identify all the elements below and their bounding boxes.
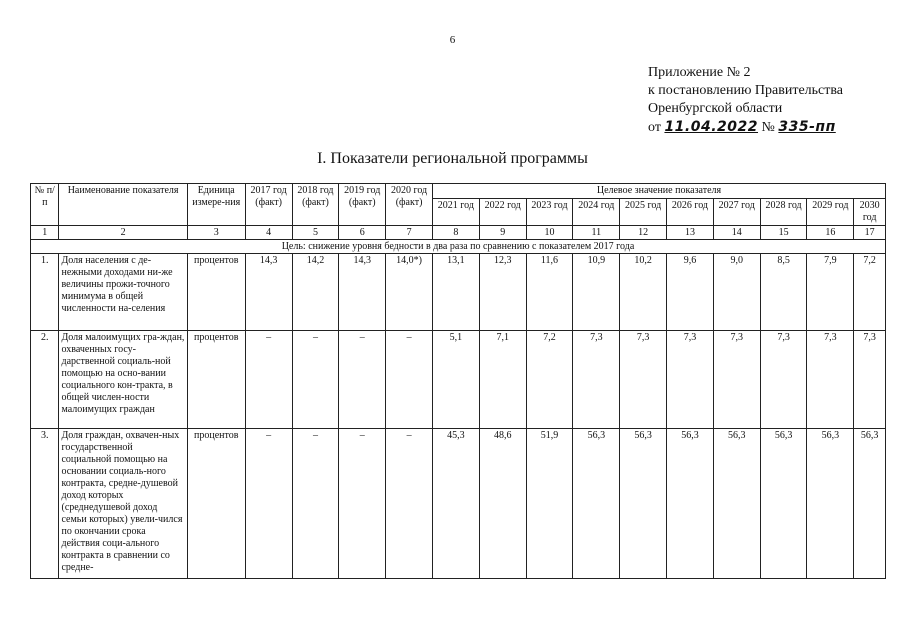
column-number: 14 (713, 226, 760, 240)
header-num: № п/п (31, 184, 59, 226)
header-2018: 2018 год (факт) (292, 184, 339, 226)
appendix-line-2: к постановлению Правительства (648, 83, 844, 98)
row-num: 2. (31, 331, 59, 429)
column-number: 10 (526, 226, 573, 240)
column-number: 16 (807, 226, 854, 240)
row-value: 7,3 (760, 331, 807, 429)
column-number: 3 (187, 226, 245, 240)
row-value: 7,3 (667, 331, 714, 429)
row-unit: процентов (187, 254, 245, 331)
row-value: – (339, 429, 386, 579)
column-number: 8 (432, 226, 479, 240)
section-title: I. Показатели региональной программы (317, 150, 588, 167)
header-year: 2030 год (854, 199, 886, 226)
row-value: 12,3 (479, 254, 526, 331)
header-year: 2027 год (713, 199, 760, 226)
indicators-table (30, 183, 886, 579)
header-year: 2029 год (807, 199, 854, 226)
row-value: 14,0*) (386, 254, 433, 331)
row-value: 7,9 (807, 254, 854, 331)
appendix-number-sign: № (761, 120, 775, 135)
header-2019: 2019 год (факт) (339, 184, 386, 226)
row-value: – (386, 429, 433, 579)
appendix-from: от (648, 120, 661, 135)
appendix-number: 335-пп (778, 119, 836, 135)
column-numbers-row (31, 226, 886, 240)
header-year: 2025 год (620, 199, 667, 226)
header-unit: Единица измере-ния (187, 184, 245, 226)
column-number: 12 (620, 226, 667, 240)
column-number: 13 (667, 226, 714, 240)
appendix-date: 11.04.2022 (664, 119, 759, 135)
header-year: 2022 год (479, 199, 526, 226)
column-number: 11 (573, 226, 620, 240)
page-number: 6 (449, 34, 456, 46)
header-year: 2021 год (432, 199, 479, 226)
appendix-line-1: Приложение № 2 (648, 65, 751, 80)
header-2017: 2017 год (факт) (245, 184, 292, 226)
column-number: 4 (245, 226, 292, 240)
row-value: 13,1 (432, 254, 479, 331)
row-num: 1. (31, 254, 59, 331)
column-number: 5 (292, 226, 339, 240)
column-number: 17 (854, 226, 886, 240)
row-value: – (339, 331, 386, 429)
row-value: 14,2 (292, 254, 339, 331)
row-value: 56,3 (667, 429, 714, 579)
row-value: 56,3 (620, 429, 667, 579)
table-row (31, 331, 886, 429)
header-2020: 2020 год (факт) (386, 184, 433, 226)
row-value: 7,2 (854, 254, 886, 331)
column-number: 2 (59, 226, 187, 240)
column-number: 6 (339, 226, 386, 240)
row-value: 11,6 (526, 254, 573, 331)
goal-row (31, 240, 886, 254)
row-value: 7,1 (479, 331, 526, 429)
row-value: – (292, 331, 339, 429)
appendix-line-3: Оренбургской области (648, 101, 783, 116)
row-value: 7,3 (620, 331, 667, 429)
row-value: 10,9 (573, 254, 620, 331)
header-year: 2028 год (760, 199, 807, 226)
header-year: 2024 год (573, 199, 620, 226)
row-value: 5,1 (432, 331, 479, 429)
row-value: 14,3 (339, 254, 386, 331)
row-value: – (292, 429, 339, 579)
header-row (31, 184, 886, 199)
table-row (31, 254, 886, 331)
row-value: 10,2 (620, 254, 667, 331)
header-year: 2023 год (526, 199, 573, 226)
row-name: Доля малоимущих гра-ждан, охваченных госу-дарственной социаль-ной помощью на осно-вании социального кон-тракта, в общей числен-ности малоимущих граждан (59, 331, 187, 429)
column-number: 1 (31, 226, 59, 240)
row-value: 51,9 (526, 429, 573, 579)
row-value: 56,3 (807, 429, 854, 579)
row-value: 14,3 (245, 254, 292, 331)
header-name: Наименование показателя (59, 184, 187, 226)
row-unit: процентов (187, 331, 245, 429)
row-value: 56,3 (760, 429, 807, 579)
row-value: 7,3 (573, 331, 620, 429)
column-number: 7 (386, 226, 433, 240)
column-number: 15 (760, 226, 807, 240)
header-year: 2026 год (667, 199, 714, 226)
row-value: 45,3 (432, 429, 479, 579)
row-value: – (386, 331, 433, 429)
row-value: 7,2 (526, 331, 573, 429)
appendix-date-line (648, 118, 843, 137)
row-value: 8,5 (760, 254, 807, 331)
row-unit: процентов (187, 429, 245, 579)
appendix-block (648, 64, 843, 137)
row-value: 7,3 (854, 331, 886, 429)
row-value: 48,6 (479, 429, 526, 579)
row-value: – (245, 331, 292, 429)
column-number: 9 (479, 226, 526, 240)
row-value: 7,3 (807, 331, 854, 429)
goal-text: Цель: снижение уровня бедности в два раза по сравнению с показателем 2017 года (31, 240, 886, 254)
row-name: Доля населения с де-нежными доходами ни-же величины прожи-точного минимума в общей численности на-селения (59, 254, 187, 331)
row-value: – (245, 429, 292, 579)
row-value: 56,3 (713, 429, 760, 579)
header-target: Целевое значение показателя (432, 184, 885, 199)
table-row (31, 429, 886, 579)
row-name: Доля граждан, охвачен-ных государственной социальной помощью на основании социаль-ного контракта, средне-душевой доход которых (среднедушевой доход семьи которых) увели-чился по окончании срока действия соци-ального контракта в сравнении со средне- (59, 429, 187, 579)
row-value: 56,3 (573, 429, 620, 579)
row-num: 3. (31, 429, 59, 579)
row-value: 7,3 (713, 331, 760, 429)
row-value: 56,3 (854, 429, 886, 579)
row-value: 9,0 (713, 254, 760, 331)
row-value: 9,6 (667, 254, 714, 331)
